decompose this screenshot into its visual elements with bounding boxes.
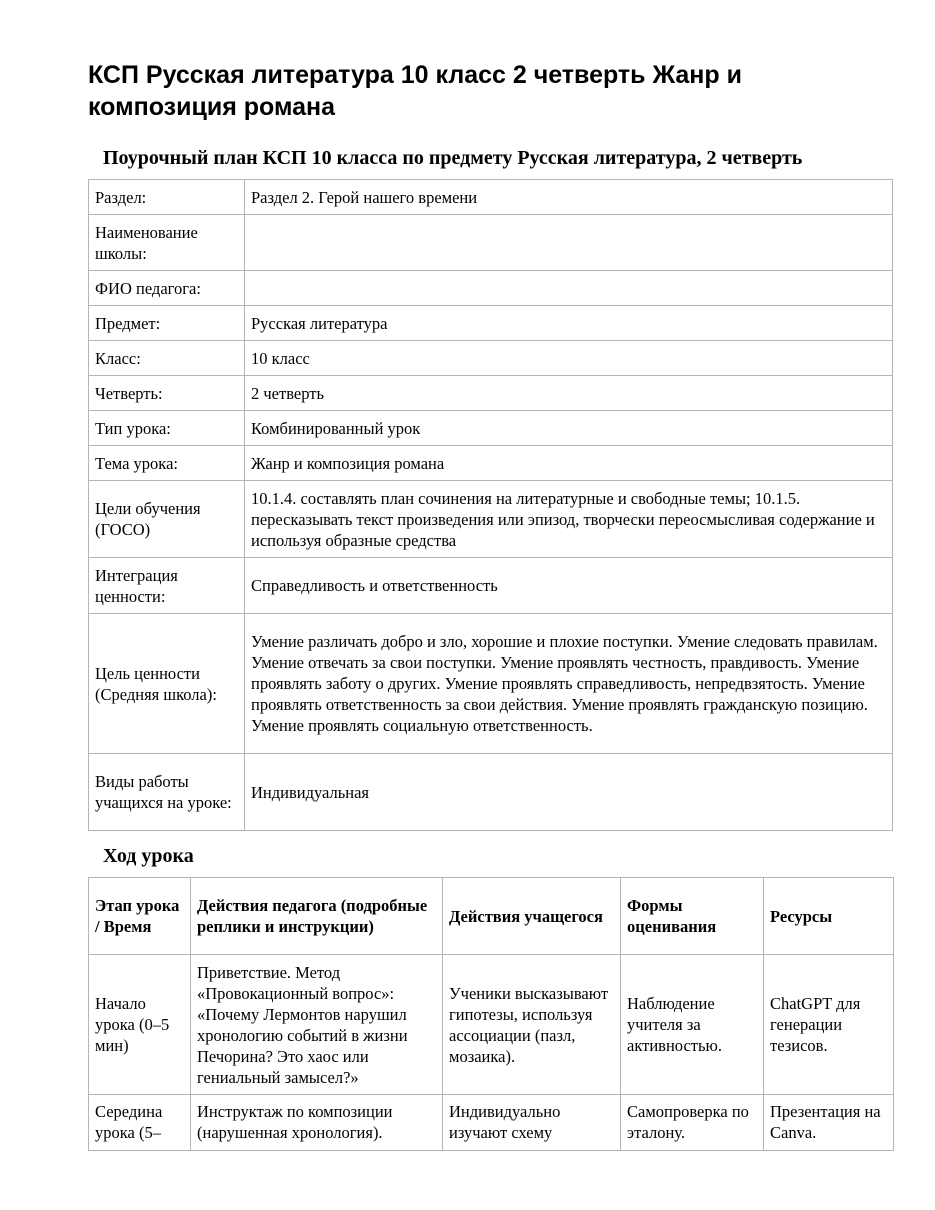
table-row <box>89 481 893 558</box>
row-value: Русская литература <box>245 306 893 341</box>
row-label: Четверть: <box>89 376 245 411</box>
table-header-row <box>89 878 894 955</box>
cell-student-actions: Индивидуально изучают схему <box>443 1095 621 1151</box>
table-row <box>89 754 893 831</box>
table-row <box>89 306 893 341</box>
table-row <box>89 446 893 481</box>
row-label: Наименование школы: <box>89 215 245 271</box>
row-label: Тема урока: <box>89 446 245 481</box>
row-value <box>245 271 893 306</box>
row-value: Умение различать добро и зло, хорошие и плохие поступки. Умение следовать правилам. Умение отвечать за свои поступки. Умение проявлять честность, правдивость. Умение проявлять заботу о других. Умение проявлять справедливость, непредвзятость. Умение проявлять ответственность за свои действия. Умение проявлять гражданскую позицию. Умение проявлять социальную ответственность. <box>245 614 893 754</box>
table-row <box>89 271 893 306</box>
row-value <box>245 215 893 271</box>
row-value: Комбинированный урок <box>245 411 893 446</box>
table-row <box>89 558 893 614</box>
row-label: Предмет: <box>89 306 245 341</box>
cell-resources: Презентация на Canva. <box>764 1095 894 1151</box>
row-value: Справедливость и ответственность <box>245 558 893 614</box>
cell-assessment: Самопроверка по эталону. <box>621 1095 764 1151</box>
row-label: Виды работы учащихся на уроке: <box>89 754 245 831</box>
cell-assessment: Наблюдение учителя за активностью. <box>621 955 764 1095</box>
table-row <box>89 376 893 411</box>
cell-teacher-actions: Приветствие. Метод «Провокационный вопрос»: «Почему Лермонтов нарушил хронологию событий в жизни Печорина? Это хаос или гениальный замысел?» <box>191 955 443 1095</box>
header-resources: Ресурсы <box>764 878 894 955</box>
header-teacher-actions: Действия педагога (подробные реплики и инструкции) <box>191 878 443 955</box>
row-value: Жанр и композиция романа <box>245 446 893 481</box>
row-label: Тип урока: <box>89 411 245 446</box>
cell-stage: Середина урока (5– <box>89 1095 191 1151</box>
row-value: Раздел 2. Герой нашего времени <box>245 180 893 215</box>
row-label: Интеграция ценности: <box>89 558 245 614</box>
row-label: Цель ценности (Средняя школа): <box>89 614 245 754</box>
cell-resources: ChatGPT для генерации тезисов. <box>764 955 894 1095</box>
lesson-heading: Ход урока <box>103 845 194 867</box>
row-label: Цели обучения (ГОСО) <box>89 481 245 558</box>
row-label: ФИО педагога: <box>89 271 245 306</box>
plan-subtitle: Поурочный план КСП 10 класса по предмету Русская литература, 2 четверть <box>103 147 803 169</box>
row-value: 10 класс <box>245 341 893 376</box>
row-value: 10.1.4. составлять план сочинения на литературные и свободные темы; 10.1.5. пересказывать текст произведения или эпизод, творчески переосмысливая содержание и используя образные средства <box>245 481 893 558</box>
header-student-actions: Действия учащегося <box>443 878 621 955</box>
table-row <box>89 1095 894 1151</box>
row-value: 2 четверть <box>245 376 893 411</box>
cell-teacher-actions: Инструктаж по композиции (нарушенная хронология). <box>191 1095 443 1151</box>
info-table <box>88 179 893 831</box>
table-row <box>89 955 894 1095</box>
row-label: Раздел: <box>89 180 245 215</box>
row-label: Класс: <box>89 341 245 376</box>
page-title: КСП Русская литература 10 класс 2 четверть Жанр и композиция романа <box>88 61 742 121</box>
cell-student-actions: Ученики высказывают гипотезы, используя ассоциации (пазл, мозаика). <box>443 955 621 1095</box>
table-row <box>89 180 893 215</box>
table-row <box>89 411 893 446</box>
lesson-table <box>88 877 894 1151</box>
cell-stage: Начало урока (0–5 мин) <box>89 955 191 1095</box>
table-row <box>89 341 893 376</box>
header-assessment: Формы оценивания <box>621 878 764 955</box>
header-stage: Этап урока / Время <box>89 878 191 955</box>
table-row <box>89 215 893 271</box>
row-value: Индивидуальная <box>245 754 893 831</box>
table-row <box>89 614 893 754</box>
